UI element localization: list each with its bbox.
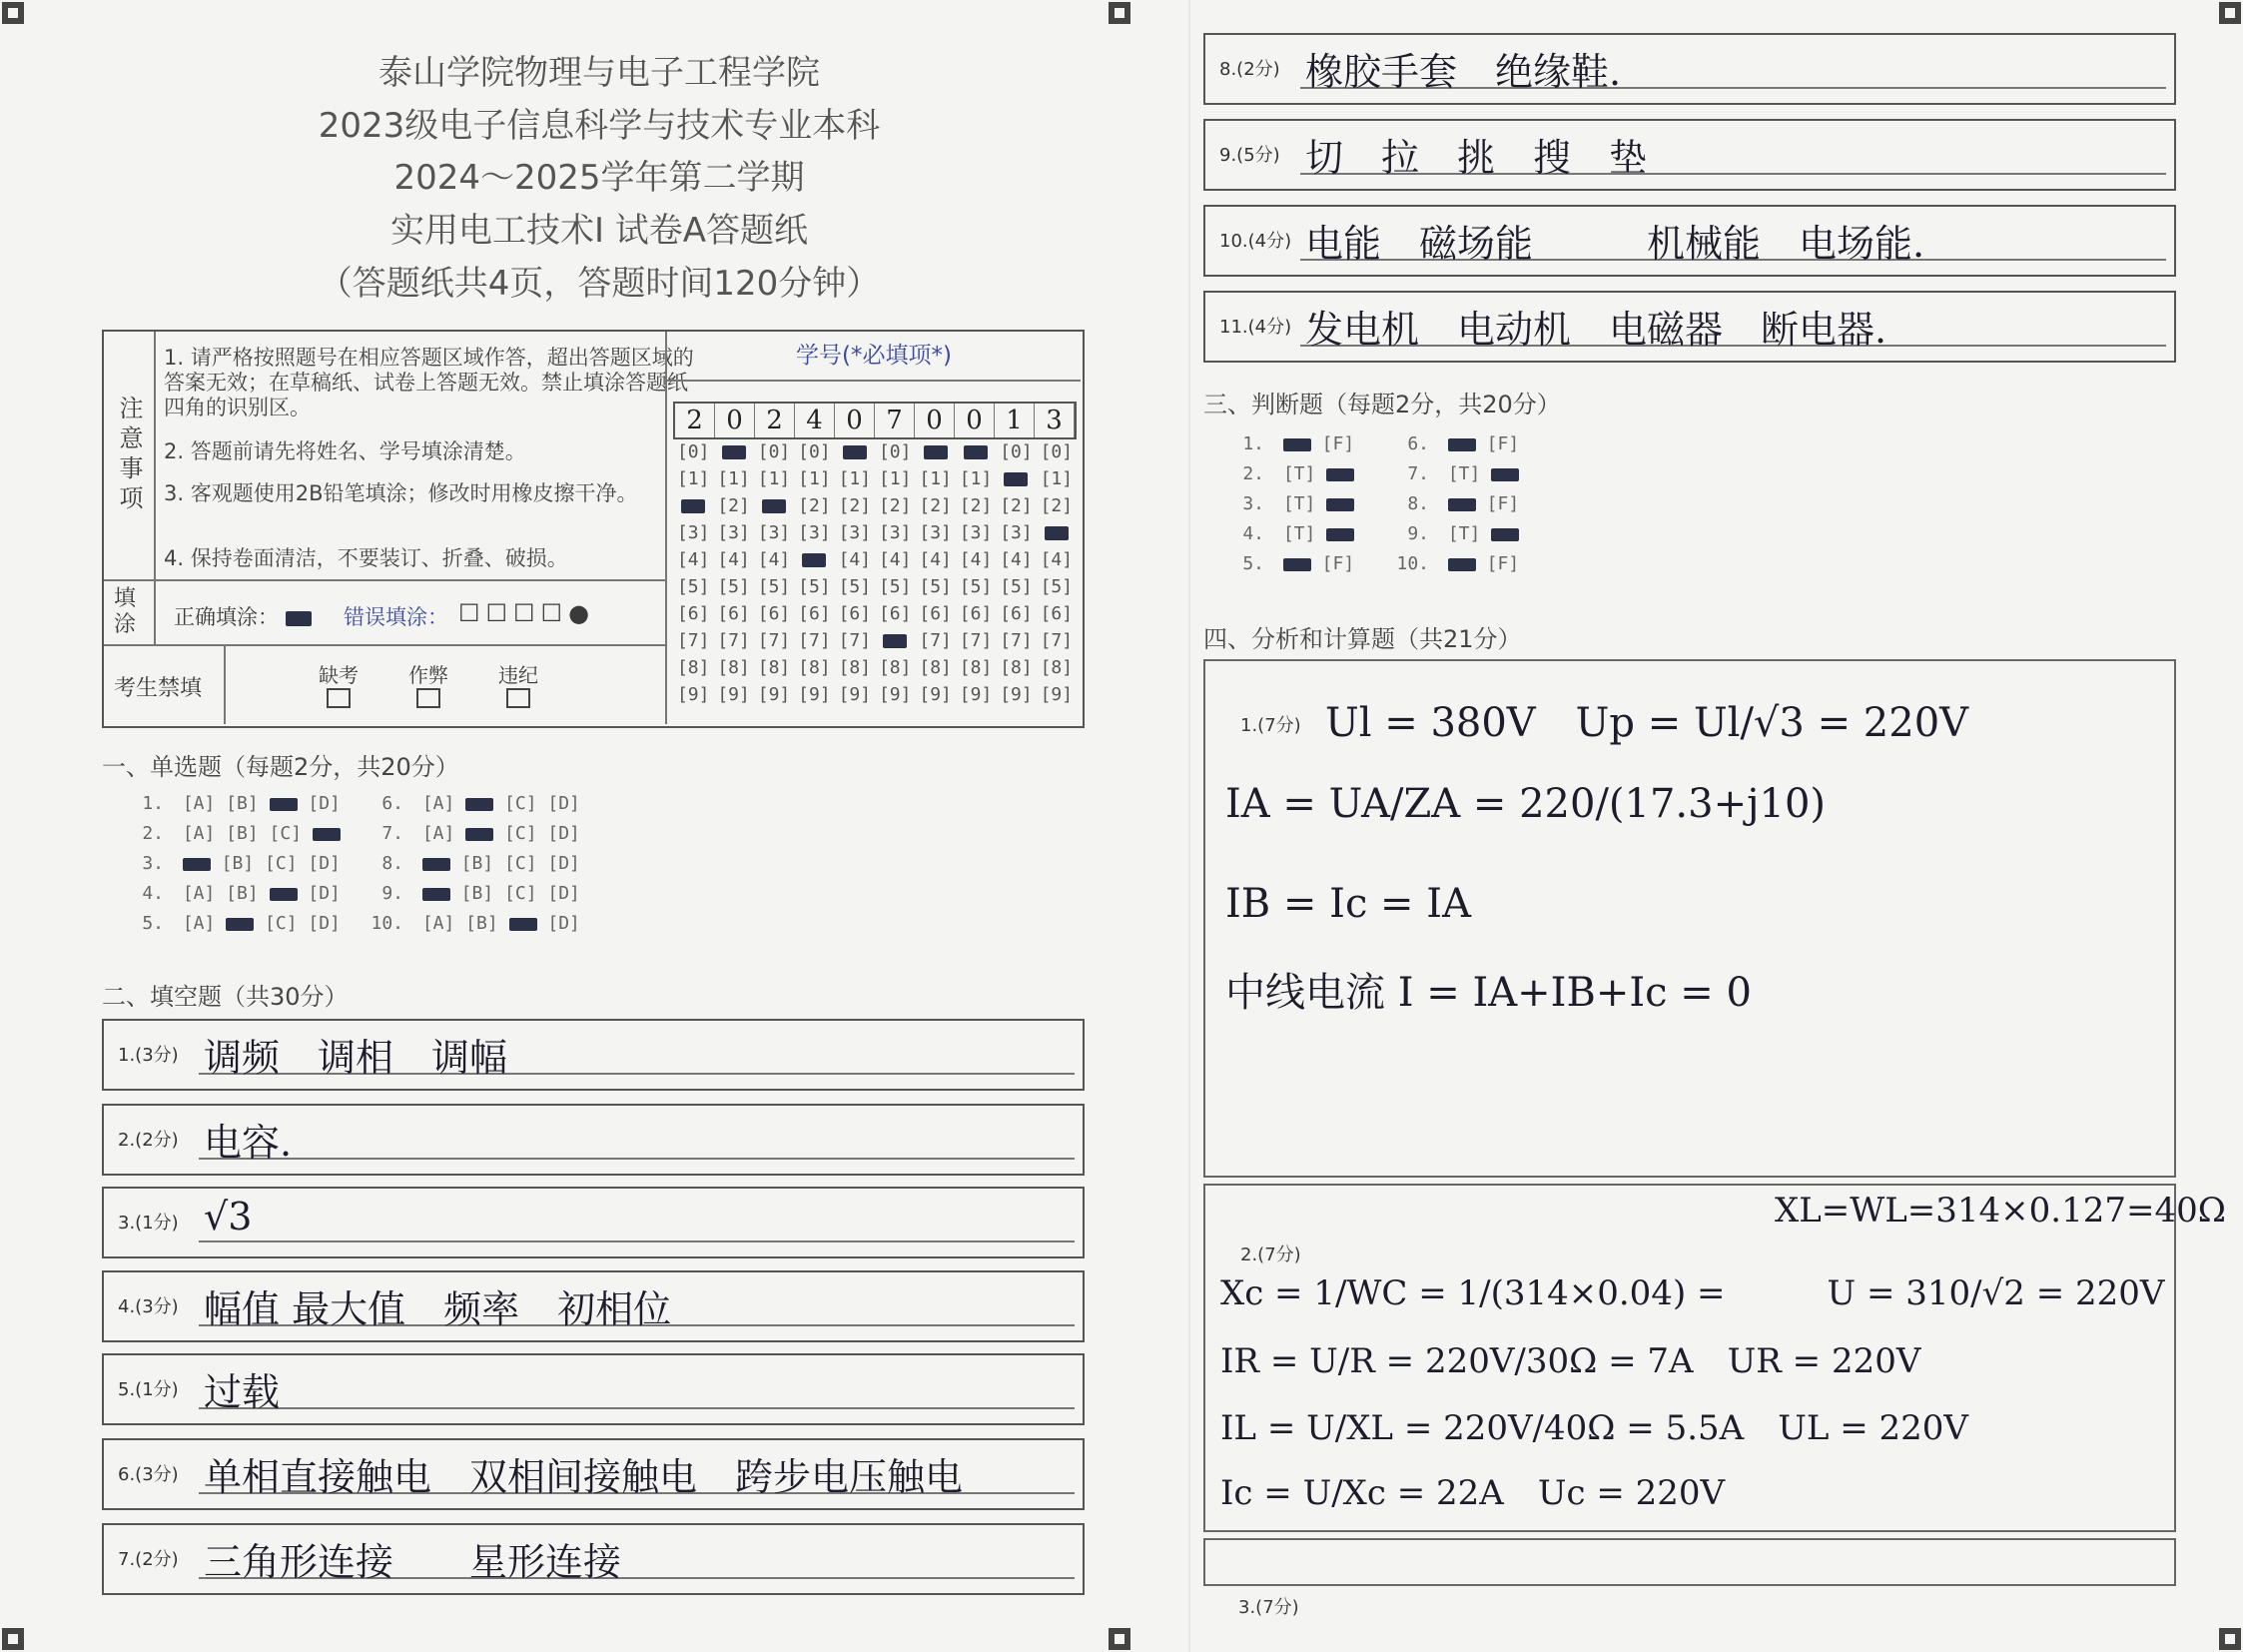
fill-answer-box [102,1438,1085,1510]
id-bubble[interactable]: [9] [878,684,912,705]
answer-filled [270,798,298,811]
fill-question-label: 10.(4分) [1219,231,1292,252]
section-mc-title: 一、单选题（每题2分，共20分） [102,753,459,781]
id-bubble[interactable]: [6] [757,603,791,624]
id-bubble[interactable]: [5] [919,576,952,597]
id-bubble[interactable]: [1] [959,468,993,489]
calc-1-line-2: IA = UA/ZA = 220/(17.3+j10) [1225,781,1827,827]
mc-row: 4. [A] [B] [D] [142,883,341,904]
id-bubble[interactable]: [0] [676,441,710,462]
id-bubble[interactable]: [0] [1040,441,1074,462]
id-bubble[interactable]: [4] [919,549,952,570]
calc-1-box [1203,659,2176,1178]
note-1: 1. 请严格按照题号在相应答题区域作答，超出答题区域的答案无效；在草稿纸、试卷上答题无效。禁止填涂答题纸四角的识别区。 [164,346,694,419]
id-bubble[interactable]: [7] [1000,630,1033,651]
id-bubble[interactable]: [3] [717,522,750,543]
fill-question-label: 11.(4分) [1219,317,1292,338]
id-bubble[interactable]: [1] [919,468,952,489]
exam-label: 考生禁填 [114,676,203,701]
id-bubble[interactable]: [8] [798,657,831,678]
answer-filled [313,828,341,841]
id-bubble[interactable]: [4] [959,549,993,570]
fill-question-label: 4.(3分) [118,1296,179,1317]
corner-mark [2219,2,2241,24]
corner-mark [1109,2,1130,24]
student-id-header: 学号(*必填项*) [667,332,1081,382]
note-4: 4. 保持卷面清洁，不要装订、折叠、破损。 [164,546,568,570]
section-fill-title: 二、填空题（共30分） [102,983,349,1011]
id-bubble[interactable]: [2] [919,495,952,516]
mc-row: 1. [F] [1242,433,1355,454]
id-bubble[interactable] [673,495,713,522]
fill-answer-box [1203,205,2176,277]
mc-row: 10. [A] [B] [D] [371,913,580,934]
id-bubble[interactable]: [6] [919,603,952,624]
id-bubble[interactable]: [2] [838,495,872,516]
id-bubble[interactable]: [8] [717,657,750,678]
id-bubble[interactable]: [3] [878,522,912,543]
id-bubble[interactable]: [8] [959,657,993,678]
id-bubble[interactable]: [8] [878,657,912,678]
id-bubble[interactable]: [7] [757,630,791,651]
id-bubble[interactable]: [9] [1040,684,1074,705]
id-bubble[interactable]: [7] [676,630,710,651]
id-bubble[interactable]: [4] [1000,549,1033,570]
id-bubble[interactable]: [3] [798,522,831,543]
answer-filled [183,858,211,871]
answer-filled [1283,438,1311,451]
id-bubble[interactable]: [9] [959,684,993,705]
fill-answer-text: 电能 磁场能 机械能 电场能. [1305,222,1925,266]
id-bubble[interactable]: [5] [878,576,912,597]
judge-column-right [1383,429,1519,579]
id-bubble[interactable]: [3] [919,522,952,543]
fill-answer-text: 橡胶手套 绝缘鞋. [1305,50,1622,94]
id-bubble[interactable]: [4] [676,549,710,570]
id-bubble[interactable]: [8] [919,657,952,678]
section-judge-title: 三、判断题（每题2分，共20分） [1203,391,1561,418]
fill-answer-box [1203,33,2176,105]
id-bubble[interactable]: [2] [1040,495,1074,516]
fill-answer-text: 单相直接触电 双相间接触电 跨步电压触电 [204,1455,964,1499]
notes-side-label: 注意事项 [104,332,156,579]
calc-2-line-3: IR = U/R = 220V/30Ω = 7A UR = 220V [1220,1341,1921,1381]
fill-answer-text: 三角形连接 星形连接 [204,1540,622,1584]
id-bubble[interactable]: [5] [757,576,791,597]
header-line-4: 实用电工技术I 试卷A答题纸 [389,211,809,251]
id-bubble[interactable]: [3] [676,522,710,543]
id-bubble[interactable]: [9] [838,684,872,705]
id-bubble[interactable]: [5] [676,576,710,597]
mc-row: 2. [A] [B] [C] [118,819,341,849]
id-bubble[interactable]: [4] [1040,549,1074,570]
mc-column-right [358,789,580,939]
id-bubble[interactable]: [6] [798,603,831,624]
id-bubble[interactable]: [2] [717,495,750,516]
correct-fill-label: 正确填涂： [174,605,279,629]
mc-column-left [118,789,341,939]
id-bubble[interactable]: [9] [919,684,952,705]
student-id-digit: 3 [1035,404,1075,437]
id-bubble[interactable]: [5] [1040,576,1074,597]
note-2: 2. 答题前请先将姓名、学号填涂清楚。 [164,439,526,463]
judge-column-left [1218,429,1354,579]
id-bubble[interactable]: [1] [838,468,872,489]
answer-filled [1326,528,1354,541]
fill-answer-box [102,1104,1085,1176]
fill-answer-box [1203,119,2176,191]
mc-row: 2. [T] [1218,459,1354,489]
note-3: 3. 客观题使用2B铅笔填涂；修改时用橡皮擦干净。 [164,481,638,505]
student-id-digit: 0 [955,404,995,437]
id-bubble[interactable] [835,441,875,468]
mc-row: 3. [B] [C] [D] [142,853,341,874]
calc-2-label: 2.(7分) [1240,1244,1301,1265]
id-bubble[interactable]: [5] [798,576,831,597]
id-bubble[interactable]: [6] [676,603,710,624]
answer-filled [422,858,450,871]
fill-question-label: 8.(2分) [1219,59,1280,80]
student-id-panel [665,332,1081,724]
calc-1-line-1: Ul = 380V Up = Ul/√3 = 220V [1325,700,1969,746]
fill-answer-text: 电容. [204,1121,293,1165]
id-bubble[interactable]: [0] [878,441,912,462]
correct-fill-sample [286,611,312,626]
fill-answer-box [102,1270,1085,1342]
answer-filled [1448,498,1476,511]
id-bubble[interactable]: [6] [838,603,872,624]
answer-filled [226,918,254,931]
fill-answer-box [102,1353,1085,1425]
id-bubble[interactable]: [7] [717,630,750,651]
id-bubble[interactable] [713,441,753,468]
fill-answer-box [102,1019,1085,1091]
mc-row: 10. [F] [1396,553,1520,574]
id-bubble[interactable] [956,441,996,468]
calc-2-line-1: XL=WL=314×0.127=40Ω [1775,1191,2226,1231]
id-bubble[interactable]: [3] [838,522,872,543]
calc-3-label: 3.(7分) [1238,1597,1299,1618]
fill-question-label: 6.(3分) [118,1464,179,1485]
id-bubble[interactable]: [8] [676,657,710,678]
id-bubble[interactable] [996,468,1036,495]
mc-row: 9. [B] [C] [D] [381,883,580,904]
id-bubble[interactable]: [9] [757,684,791,705]
id-bubble[interactable]: [5] [838,576,872,597]
student-id-digits [673,402,1077,439]
student-id-bubbles [673,441,1077,711]
id-bubble[interactable]: [6] [878,603,912,624]
fill-answer-box [102,1187,1085,1258]
answer-filled [270,888,298,901]
answer-filled [465,798,493,811]
wrong-fill-label: 错误填涂： [344,605,448,629]
id-bubble[interactable]: [9] [1000,684,1033,705]
id-bubble[interactable]: [7] [959,630,993,651]
id-bubble[interactable] [754,495,794,522]
id-bubble[interactable]: [1] [1040,468,1074,489]
id-bubble[interactable]: [0] [1000,441,1033,462]
answer-filled [1326,498,1354,511]
mc-row: 6. [A] [C] [D] [381,793,580,814]
id-bubble[interactable]: [8] [757,657,791,678]
answer-filled [1491,528,1519,541]
id-bubble[interactable]: [5] [959,576,993,597]
id-bubble[interactable]: [1] [878,468,912,489]
id-bubble[interactable]: [1] [757,468,791,489]
section-calc-title: 四、分析和计算题（共21分） [1203,625,1522,653]
mc-row: 7. [T] [1383,459,1519,489]
page-divider [1188,0,1190,1652]
corner-mark [2,2,24,24]
mc-row: 4. [T] [1218,519,1354,549]
answer-filled [509,918,537,931]
calc-1-line-3: IB = Ic = IA [1225,881,1471,927]
id-bubble[interactable]: [3] [1000,522,1033,543]
wrong-fill-samples: ☐☐☐☐● [458,599,596,627]
fill-answer-box [1203,291,2176,363]
student-id-digit: 0 [715,404,755,437]
calc-2-line-5: Ic = U/Xc = 22A Uc = 220V [1220,1473,1726,1513]
corner-mark [2219,1628,2241,1650]
id-bubble[interactable]: [6] [1000,603,1033,624]
fill-label: 填涂 [114,586,137,637]
mc-row: 7. [A] [C] [D] [381,823,580,844]
mc-row: 6. [F] [1407,433,1520,454]
header-line-5: （答题纸共4页，答题时间120分钟） [318,264,881,304]
mc-row: 5. [A] [C] [D] [142,913,341,934]
answer-filled [1448,558,1476,571]
calc-1-line-4: 中线电流 I = IA+IB+Ic = 0 [1225,970,1752,1016]
id-bubble[interactable]: [7] [838,630,872,651]
id-bubble[interactable] [794,549,834,576]
student-id-digit: 2 [755,404,795,437]
id-bubble[interactable]: [8] [1040,657,1074,678]
violation-box[interactable]: 违纪 [498,659,538,713]
id-bubble[interactable]: [1] [717,468,750,489]
answer-filled [422,888,450,901]
fill-answer-text: 幅值 最大值 频率 初相位 [204,1287,672,1331]
id-bubble[interactable]: [9] [798,684,831,705]
id-bubble[interactable]: [4] [757,549,791,570]
calc-3-box [1203,1538,2176,1586]
notes-panel [102,330,1085,728]
fill-answer-text: 发电机 电动机 电磁器 断电器. [1305,308,1887,352]
mc-row: 8. [B] [C] [D] [381,853,580,874]
answer-filled [465,828,493,841]
id-bubble[interactable]: [0] [757,441,791,462]
absent-box[interactable]: 缺考 [319,659,359,713]
id-bubble[interactable]: [8] [1000,657,1033,678]
id-bubble[interactable] [1037,522,1077,549]
header-line-1: 泰山学院物理与电子工程学院 [378,53,820,93]
student-id-digit: 7 [875,404,915,437]
fill-question-label: 3.(1分) [118,1213,179,1234]
mc-row: 3. [T] [1218,489,1354,519]
id-bubble[interactable]: [7] [919,630,952,651]
id-bubble[interactable]: [4] [717,549,750,570]
id-bubble[interactable]: [2] [878,495,912,516]
fill-question-label: 5.(1分) [118,1379,179,1400]
student-id-digit: 1 [995,404,1035,437]
answer-filled [1283,558,1311,571]
mc-row: 5. [F] [1242,553,1355,574]
fill-answer-text: √3 [204,1195,253,1239]
header-line-3: 2024～2025学年第二学期 [393,158,805,198]
id-bubble[interactable]: [6] [959,603,993,624]
id-bubble[interactable]: [2] [1000,495,1033,516]
id-bubble[interactable]: [1] [676,468,710,489]
id-bubble[interactable]: [1] [798,468,831,489]
calc-2-line-4: IL = U/XL = 220V/40Ω = 5.5A UL = 220V [1220,1408,1968,1448]
id-bubble[interactable]: [4] [838,549,872,570]
student-id-digit: 4 [795,404,835,437]
id-bubble[interactable]: [6] [717,603,750,624]
id-bubble[interactable]: [2] [798,495,831,516]
header-line-2: 2023级电子信息科学与技术专业本科 [318,106,881,146]
id-bubble[interactable] [915,441,955,468]
fill-question-label: 2.(2分) [118,1130,179,1151]
id-bubble[interactable]: [2] [959,495,993,516]
mc-row: 9. [T] [1383,519,1519,549]
id-bubble[interactable]: [8] [838,657,872,678]
fill-answer-text: 过载 [204,1370,281,1414]
calc-2-line-2: Xc = 1/WC = 1/(314×0.04) = U = 310/√2 = 220V [1220,1273,2165,1313]
answer-filled [1491,468,1519,481]
id-bubble[interactable]: [0] [798,441,831,462]
id-bubble[interactable]: [9] [717,684,750,705]
id-bubble[interactable]: [5] [717,576,750,597]
student-id-digit: 2 [675,404,715,437]
corner-mark [1109,1628,1130,1650]
id-bubble[interactable]: [4] [878,549,912,570]
cheat-box[interactable]: 作弊 [408,659,448,713]
calc-1-label: 1.(7分) [1240,715,1301,736]
fill-question-label: 1.(3分) [118,1045,179,1066]
fill-answer-box [102,1523,1085,1595]
student-id-digit: 0 [835,404,875,437]
id-bubble[interactable]: [7] [1040,630,1074,651]
mc-row: 1. [A] [B] [D] [142,793,341,814]
student-id-digit: 0 [915,404,955,437]
answer-filled [1326,468,1354,481]
id-bubble[interactable]: [9] [676,684,710,705]
id-bubble[interactable]: [3] [959,522,993,543]
id-bubble[interactable] [875,630,915,657]
fill-question-label: 7.(2分) [118,1549,179,1570]
id-bubble[interactable]: [7] [798,630,831,651]
id-bubble[interactable]: [6] [1040,603,1074,624]
id-bubble[interactable]: [3] [757,522,791,543]
id-bubble[interactable]: [5] [1000,576,1033,597]
fill-question-label: 9.(5分) [1219,145,1280,166]
fill-answer-text: 切 拉 挑 搜 垫 [1305,136,1648,180]
answer-filled [1448,438,1476,451]
calc-2-box [1203,1184,2226,1532]
corner-mark [2,1628,24,1650]
mc-row: 8. [F] [1407,493,1520,514]
fill-answer-text: 调频 调相 调幅 [204,1036,508,1080]
